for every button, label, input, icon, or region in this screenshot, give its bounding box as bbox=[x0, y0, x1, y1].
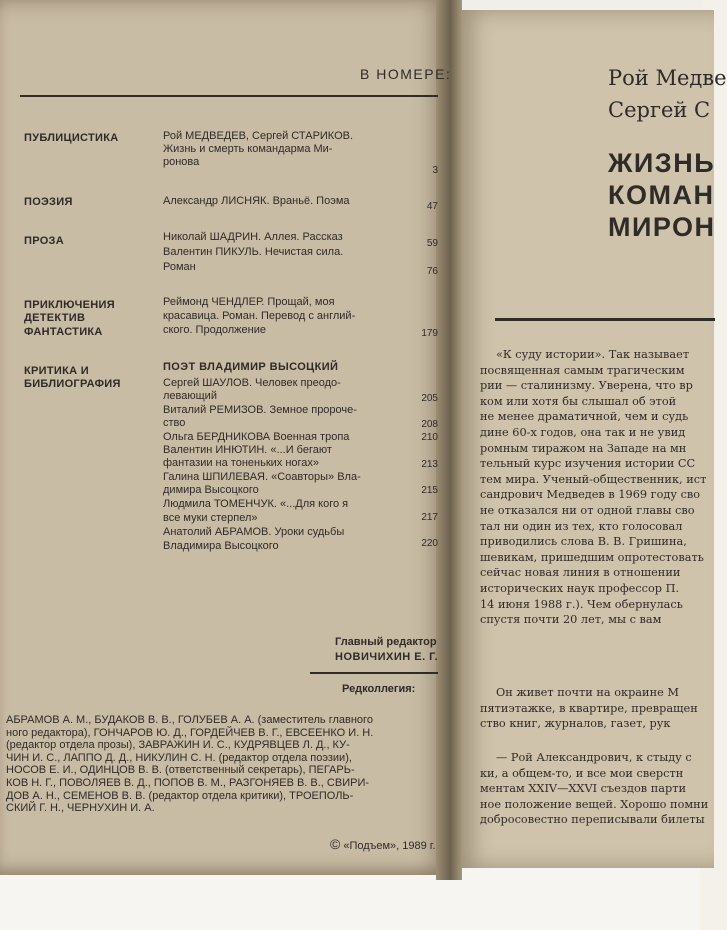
text-line: — Рой Александрович, к стыду с bbox=[496, 751, 692, 764]
text-line: «К суду истории». Так называет bbox=[496, 348, 690, 361]
text-line: шевикам, пришедшим опротестовать bbox=[480, 550, 704, 564]
divider bbox=[20, 95, 438, 97]
text-line: исторических наук профессор П. bbox=[480, 581, 680, 595]
article-author: Рой Медве bbox=[608, 66, 727, 90]
board-label: Редколлегия: bbox=[342, 683, 416, 695]
page-number: 213 bbox=[421, 459, 438, 470]
toc-entry-line: фантазии на тоненьких ногах» bbox=[163, 457, 320, 469]
text-line: пятиэтажке, в квартире, превращен bbox=[480, 701, 698, 715]
page-number: 59 bbox=[426, 238, 438, 249]
toc-entry-line: ронова bbox=[163, 156, 200, 168]
text-line: тельный курс изучения истории СС bbox=[480, 457, 696, 471]
board-line: АБРАМОВ А. М., БУДАКОВ В. В., ГОЛУБЕВ А. А. (заместитель главного bbox=[6, 714, 373, 726]
toc-entry-line: Александр ЛИСНЯК. Враньё. Поэма bbox=[163, 195, 350, 207]
text-line: 14 июня 1988 г.). Чем обернулась bbox=[480, 597, 683, 611]
toc-entry-line: Рой МЕДВЕДЕВ, Сергей СТАРИКОВ. bbox=[163, 130, 354, 142]
editor-name: НОВИЧИХИН Е. Г. bbox=[335, 651, 439, 663]
toc-entry-line: ство bbox=[163, 417, 186, 429]
toc-entry-line: Валентин ПИКУЛЬ. Нечистая сила. bbox=[163, 246, 344, 258]
board-line: ного редактора), ГОНЧАРОВ Ю. Д., ГОРДЕЙЧЕВ В. Г., ЕВСЕЕНКО И. Н. bbox=[6, 726, 374, 739]
board-line: (редактор отдела прозы), ЗАВРАЖИН И. С., КУДРЯВЦЕВ Л. Д., КУ- bbox=[6, 739, 350, 752]
table-surface bbox=[0, 868, 700, 930]
text-line: тем мира. Ученый-общественник, ист bbox=[480, 472, 707, 486]
editor-label: Главный редактор bbox=[335, 636, 437, 648]
toc-entry-line: Галина ШПИЛЕВАЯ. «Соавторы» Вла- bbox=[163, 471, 361, 483]
editorial-board bbox=[6, 714, 436, 815]
text-line: сандрович Медведев в 1969 году сво bbox=[480, 488, 701, 502]
toc-entry-line: Валентин ИНЮТИН. «...И бегают bbox=[163, 444, 332, 456]
section-name: ДЕТЕКТИВ bbox=[24, 312, 86, 324]
text-line: ное положение вещей. Хорошо помни bbox=[480, 797, 709, 811]
article-text bbox=[480, 347, 710, 628]
toc-entry-line: Ольга БЕРДНИКОВА Военная тропа bbox=[163, 431, 350, 443]
board-line: НОСОВ Е. И., ОДИНЦОВ В. В. (ответственный секретарь), ПЕГАРЬ- bbox=[6, 764, 355, 777]
copyright bbox=[330, 836, 436, 852]
page-number: 205 bbox=[421, 393, 438, 404]
section-name: ПОЭЗИЯ bbox=[24, 196, 73, 208]
text-line: добросовестно переписывали билеты bbox=[480, 813, 705, 827]
toc-entry-line: Реймонд ЧЕНДЛЕР. Прощай, моя bbox=[163, 296, 335, 308]
article-text bbox=[480, 685, 710, 732]
book-gutter bbox=[436, 0, 462, 880]
text-line: ки, а общем-то, и все мои сверстн bbox=[480, 766, 684, 780]
copyright-icon: © bbox=[330, 836, 341, 852]
toc-entry-line: левающий bbox=[163, 390, 217, 402]
toc-entry-line: все муки стерпел» bbox=[163, 512, 258, 524]
text-line: сейчас новая линия в отношении bbox=[480, 566, 681, 580]
toc-entry-line: Анатолий АБРАМОВ. Уроки судьбы bbox=[163, 526, 345, 538]
section-name: КРИТИКА И bbox=[24, 365, 89, 377]
text-line: спустя почти 20 лет, мы с вам bbox=[480, 613, 662, 627]
text-line: дине 60-х годов, она так и не увид bbox=[480, 425, 686, 439]
toc-entry-line: Николай ШАДРИН. Аллея. Рассказ bbox=[163, 231, 343, 243]
toc-entry-line: Роман bbox=[163, 261, 196, 273]
text-line: не менее драматичной, чем и судь bbox=[480, 410, 689, 424]
text-line: приводились слова В. В. Гришина, bbox=[480, 535, 687, 549]
text-line: рии — сталинизму. Уверена, что вр bbox=[480, 379, 693, 393]
board-line: ЧИН И. С., ЛАППО Д. Д., НИКУЛИН С. Н. (редактор отдела поэзии), bbox=[6, 751, 352, 764]
toc-entry-line: димира Высоцкого bbox=[163, 484, 259, 496]
section-name: ПРИКЛЮЧЕНИЯ bbox=[24, 299, 115, 311]
toc-entry-line: Жизнь и смерть командарма Ми- bbox=[163, 143, 333, 155]
page-number: 76 bbox=[426, 266, 438, 277]
text-line: ком или хотя бы слышал об этой bbox=[480, 394, 677, 408]
board-line: СКИЙ Г. Н., ЧЕРНУХИН И. А. bbox=[6, 802, 155, 815]
text-line: не отказался ни от одной главы сво bbox=[480, 503, 695, 517]
text-line: тал ни один из тех, кто голосовал bbox=[480, 519, 683, 533]
page-number: 47 bbox=[426, 201, 438, 212]
toc-entry-line: Людмила ТОМЕНЧУК. «...Для кого я bbox=[163, 498, 349, 510]
text-line: посвященная самым трагическим bbox=[480, 363, 685, 377]
section-name: ПРОЗА bbox=[24, 235, 64, 247]
toc-entry-line: ского. Продолжение bbox=[163, 324, 266, 336]
board-line: КОВ Н. Г., ПОВОЛЯЕВ В. Д., ПОПОВ В. М., РАЗГОНЯЕВ В. В., СВИРИ- bbox=[6, 776, 370, 789]
article-title: МИРОН bbox=[608, 212, 716, 242]
toc-entry-line: красавица. Роман. Перевод с англий- bbox=[163, 310, 356, 322]
page-number: 179 bbox=[421, 328, 438, 339]
page-number: 208 bbox=[421, 419, 438, 430]
page-number: 3 bbox=[432, 165, 438, 176]
article-title: КОМАН bbox=[608, 180, 715, 210]
text-line: ромным тиражом на Западе на мн bbox=[480, 441, 687, 455]
board-line: ДОВ А. Н., СЕМЕНОВ В. В. (редактор отдела критики), ТРОЕПОЛЬ- bbox=[6, 789, 354, 802]
copyright-text: «Подъем», 1989 г. bbox=[343, 840, 436, 852]
toc-entry-line: Виталий РЕМИЗОВ. Земное пророче- bbox=[163, 404, 357, 416]
article-text bbox=[480, 750, 710, 828]
divider bbox=[310, 672, 438, 674]
section-name: БИБЛИОГРАФИЯ bbox=[24, 378, 121, 390]
page-number: 215 bbox=[421, 485, 438, 496]
toc-entry-line: Владимира Высоцкого bbox=[163, 540, 279, 552]
section-name: ПУБЛИЦИСТИКА bbox=[24, 132, 119, 144]
subsection-heading: ПОЭТ ВЛАДИМИР ВЫСОЦКИЙ bbox=[163, 361, 339, 373]
text-line: ментам XXIV—XXVI съездов парти bbox=[480, 782, 687, 796]
toc-entry-line: Сергей ШАУЛОВ. Человек преодо- bbox=[163, 377, 341, 389]
page-number: 220 bbox=[421, 538, 438, 549]
divider bbox=[495, 318, 715, 321]
text-line: ство книг, журналов, газет, рук bbox=[480, 717, 671, 731]
page-number: 217 bbox=[421, 512, 438, 523]
article-author: Сергей С bbox=[608, 98, 711, 122]
toc-header: В НОМЕРЕ: bbox=[360, 66, 452, 82]
section-name: ФАНТАСТИКА bbox=[24, 326, 103, 338]
page-number: 210 bbox=[421, 432, 438, 443]
article-title: ЖИЗНЬ bbox=[608, 148, 716, 178]
text-line: Он живет почти на окраине М bbox=[496, 686, 679, 699]
